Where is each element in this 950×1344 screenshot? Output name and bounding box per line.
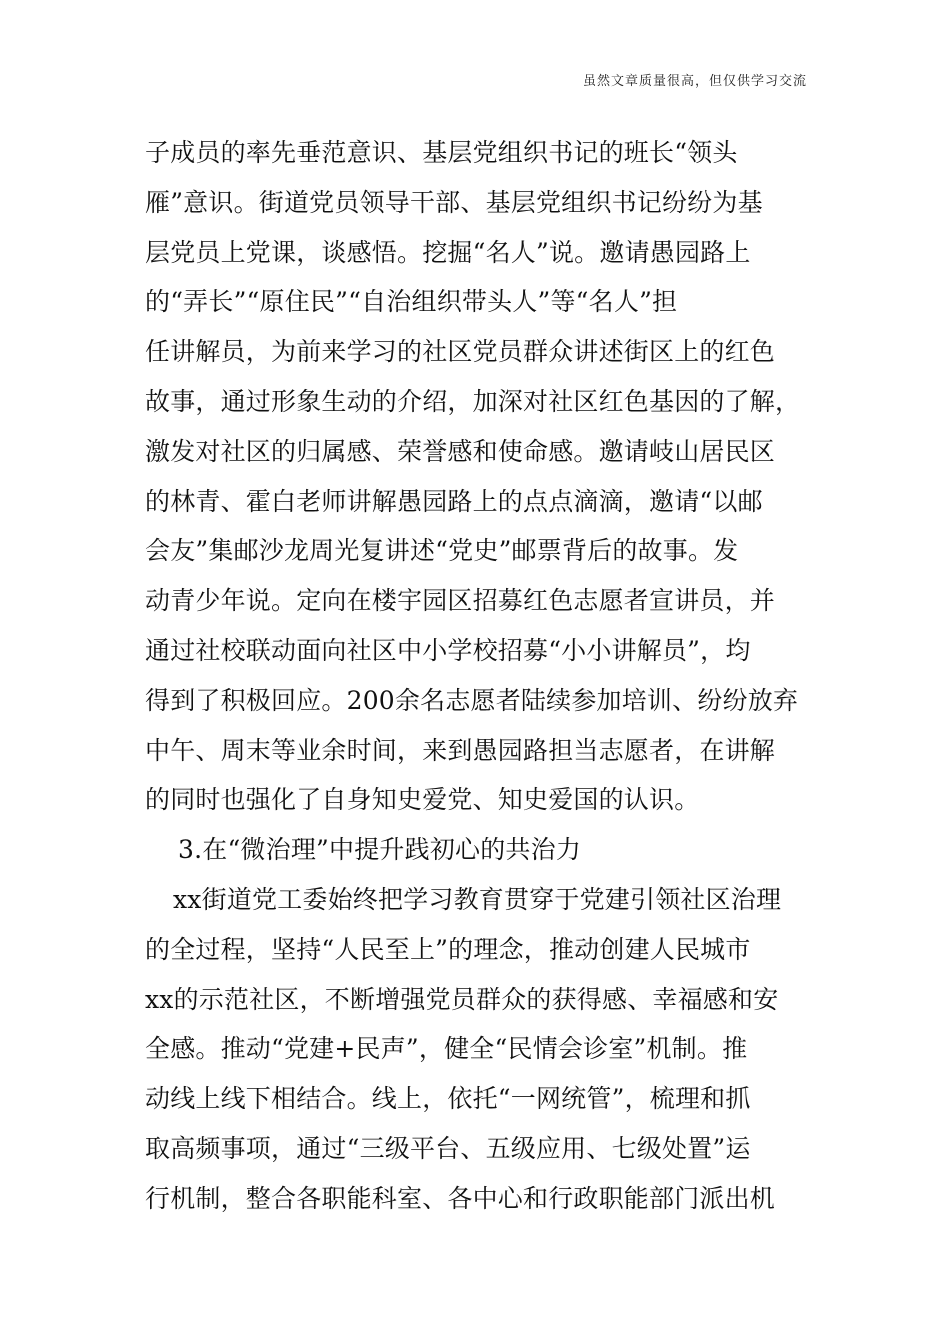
text-line: 会友”集邮沙龙周光复讲述“党史”邮票背后的故事。发: [145, 536, 739, 566]
body-text: [145, 128, 815, 1224]
section-heading: 3.在“微治理”中提升践初心的共治力: [178, 835, 582, 865]
text-line: 雁”意识。街道党员领导干部、基层党组织书记纷纷为基: [145, 187, 763, 217]
text-line: 激发对社区的归属感、荣誉感和使命感。邀请岐山居民区: [145, 436, 776, 466]
text-line: 的同时也强化了自身知史爱党、知史爱国的认识。: [145, 785, 700, 815]
text-line: 的全过程，坚持“人民至上”的理念，推动创建人民城市: [145, 934, 751, 964]
text-line: 动线上线下相结合。线上，依托“一网统管”，梳理和抓: [145, 1084, 751, 1114]
text-line: 通过社校联动面向社区中小学校招募“小小讲解员”，均: [145, 635, 751, 665]
text-line: 任讲解员，为前来学习的社区党员群众讲述街区上的红色: [145, 337, 776, 367]
text-line: xx的示范社区，不断增强党员群众的获得感、幸福感和安: [145, 984, 779, 1014]
text-line: 动青少年说。定向在楼宇园区招募红色志愿者宣讲员，并: [145, 586, 776, 616]
text-line: 得到了积极回应。200余名志愿者陆续参加培训、纷纷放弃: [145, 685, 799, 715]
text-line: 层党员上党课，谈感悟。挖掘“名人”说。邀请愚园路上: [145, 237, 751, 267]
text-line: 子成员的率先垂范意识、基层党组织书记的班长“领头: [145, 138, 738, 167]
text-line: xx街道党工委始终把学习教育贯穿于党建引领社区治理: [173, 884, 782, 914]
header-note: 虽然文章质量很高，但仅供学习交流: [582, 74, 807, 89]
text-line: 行机制，整合各职能科室、各中心和行政职能部门派出机: [145, 1183, 776, 1213]
text-line: 的林青、霍白老师讲解愚园路上的点点滴滴，邀请“以邮: [145, 486, 763, 516]
text-line: 中午、周末等业余时间，来到愚园路担当志愿者，在讲解: [145, 735, 776, 765]
text-line: 故事，通过形象生动的介绍，加深对社区红色基因的了解，: [145, 386, 801, 416]
text-line: 取高频事项，通过“三级平台、五级应用、七级处置”运: [145, 1133, 751, 1163]
text-line: 的“弄长”“原住民”“自治组织带头人”等“名人”担: [145, 287, 678, 317]
text-line: 全感。推动“党建+民声”，健全“民情会诊室”机制。推: [145, 1034, 748, 1064]
